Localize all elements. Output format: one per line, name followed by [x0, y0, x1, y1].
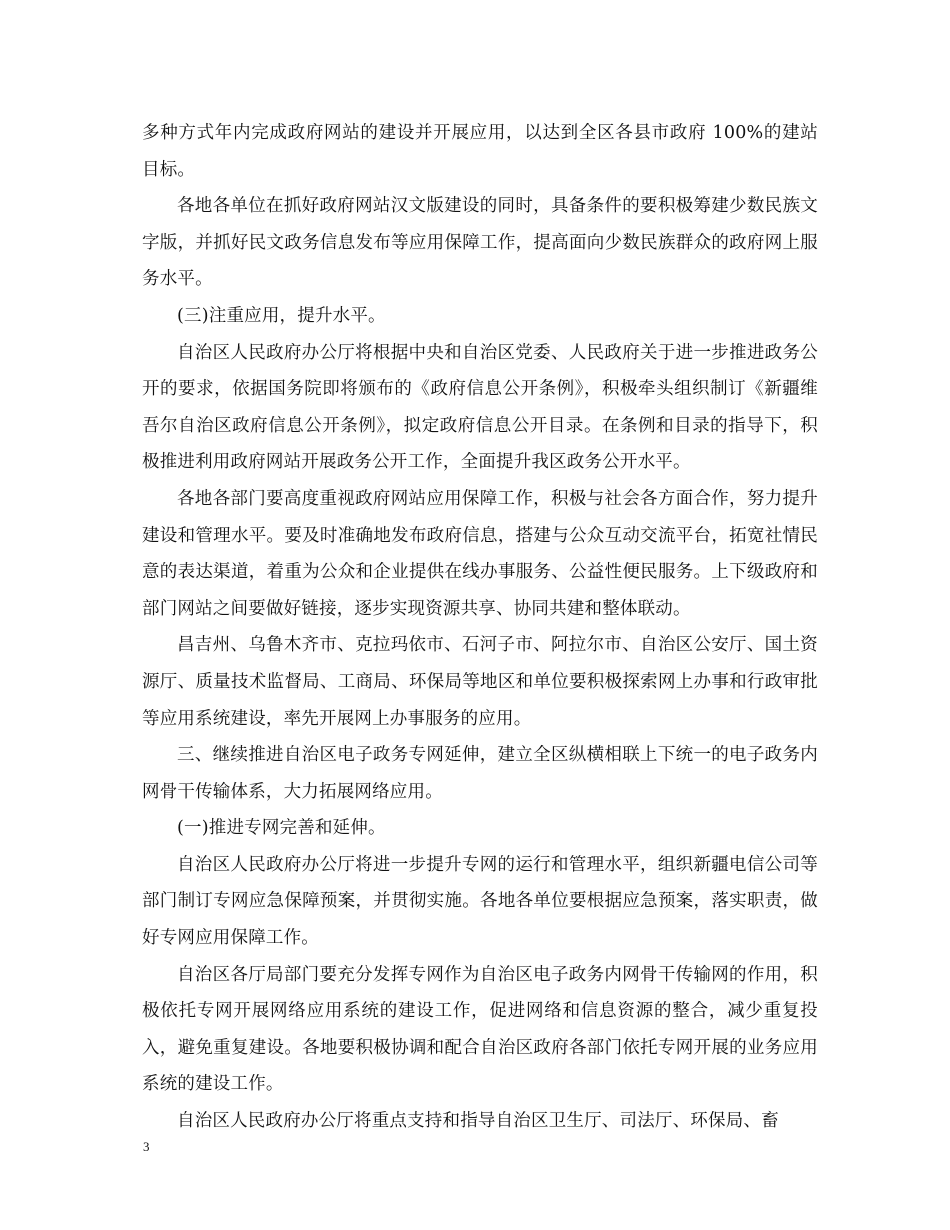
page-number: 3: [143, 1139, 150, 1154]
paragraph-10: 自治区各厅局部门要充分发挥专网作为自治区电子政务内网骨干传输网的作用，积极依托专网开展网络应用系统的建设工作，促进网络和信息资源的整合，减少重复投入，避免重复建设。各地要积极协调和配合自治区政府各部门依托专网开展的业务应用系统的建设工作。: [142, 964, 818, 1095]
body-text: [142, 115, 818, 1140]
section-heading-main-3: 三、继续推进自治区电子政务专网延伸，建立全区纵横相联上下统一的电子政务内网骨干传输体系，大力拓展网络应用。: [142, 745, 818, 802]
paragraph-4: 自治区人民政府办公厅将根据中央和自治区党委、人民政府关于进一步推进政务公开的要求，依据国务院即将颁布的《政府信息公开条例》，积极牵头组织制订《新疆维吾尔自治区政府信息公开条例》，拟定政府信息公开目录。在条例和目录的指导下，积极推进利用政府网站开展政务公开工作，全面提升我区政务公开水平。: [142, 342, 818, 473]
section-heading-3: (三)注重应用，提升水平。: [177, 305, 386, 326]
paragraph-5: 各地各部门要高度重视政府网站应用保障工作，积极与社会各方面合作，努力提升建设和管理水平。要及时准确地发布政府信息，搭建与公众互动交流平台，拓宽社情民意的表达渠道，着重为公众和企业提供在线办事服务、公益性便民服务。上下级政府和部门网站之间要做好链接，逐步实现资源共享、协同共建和整体联动。: [142, 488, 818, 619]
paragraph-9: 自治区人民政府办公厅将进一步提升专网的运行和管理水平，组织新疆电信公司等部门制订专网应急保障预案，并贯彻实施。各地各单位要根据应急预案，落实职责，做好专网应用保障工作。: [142, 854, 818, 949]
subsection-heading-1: (一)推进专网完善和延伸。: [177, 818, 386, 839]
paragraph-2: 各地各单位在抓好政府网站汉文版建设的同时，具备条件的要积极筹建少数民族文字版，并抓好民文政务信息发布等应用保障工作，提高面向少数民族群众的政府网上服务水平。: [142, 196, 818, 290]
paragraph-6: 昌吉州、乌鲁木齐市、克拉玛依市、石河子市、阿拉尔市、自治区公安厅、国土资源厅、质量技术监督局、工商局、环保局等地区和单位要积极探索网上办事和行政审批等应用系统建设，率先开展网上办事服务的应用。: [142, 635, 818, 729]
paragraph-1: 多种方式年内完成政府网站的建设并开展应用，以达到全区各县市政府 100%的建站目标。: [142, 123, 818, 180]
paragraph-11: 自治区人民政府办公厅将重点支持和指导自治区卫生厅、司法厅、环保局、畜: [177, 1111, 779, 1132]
